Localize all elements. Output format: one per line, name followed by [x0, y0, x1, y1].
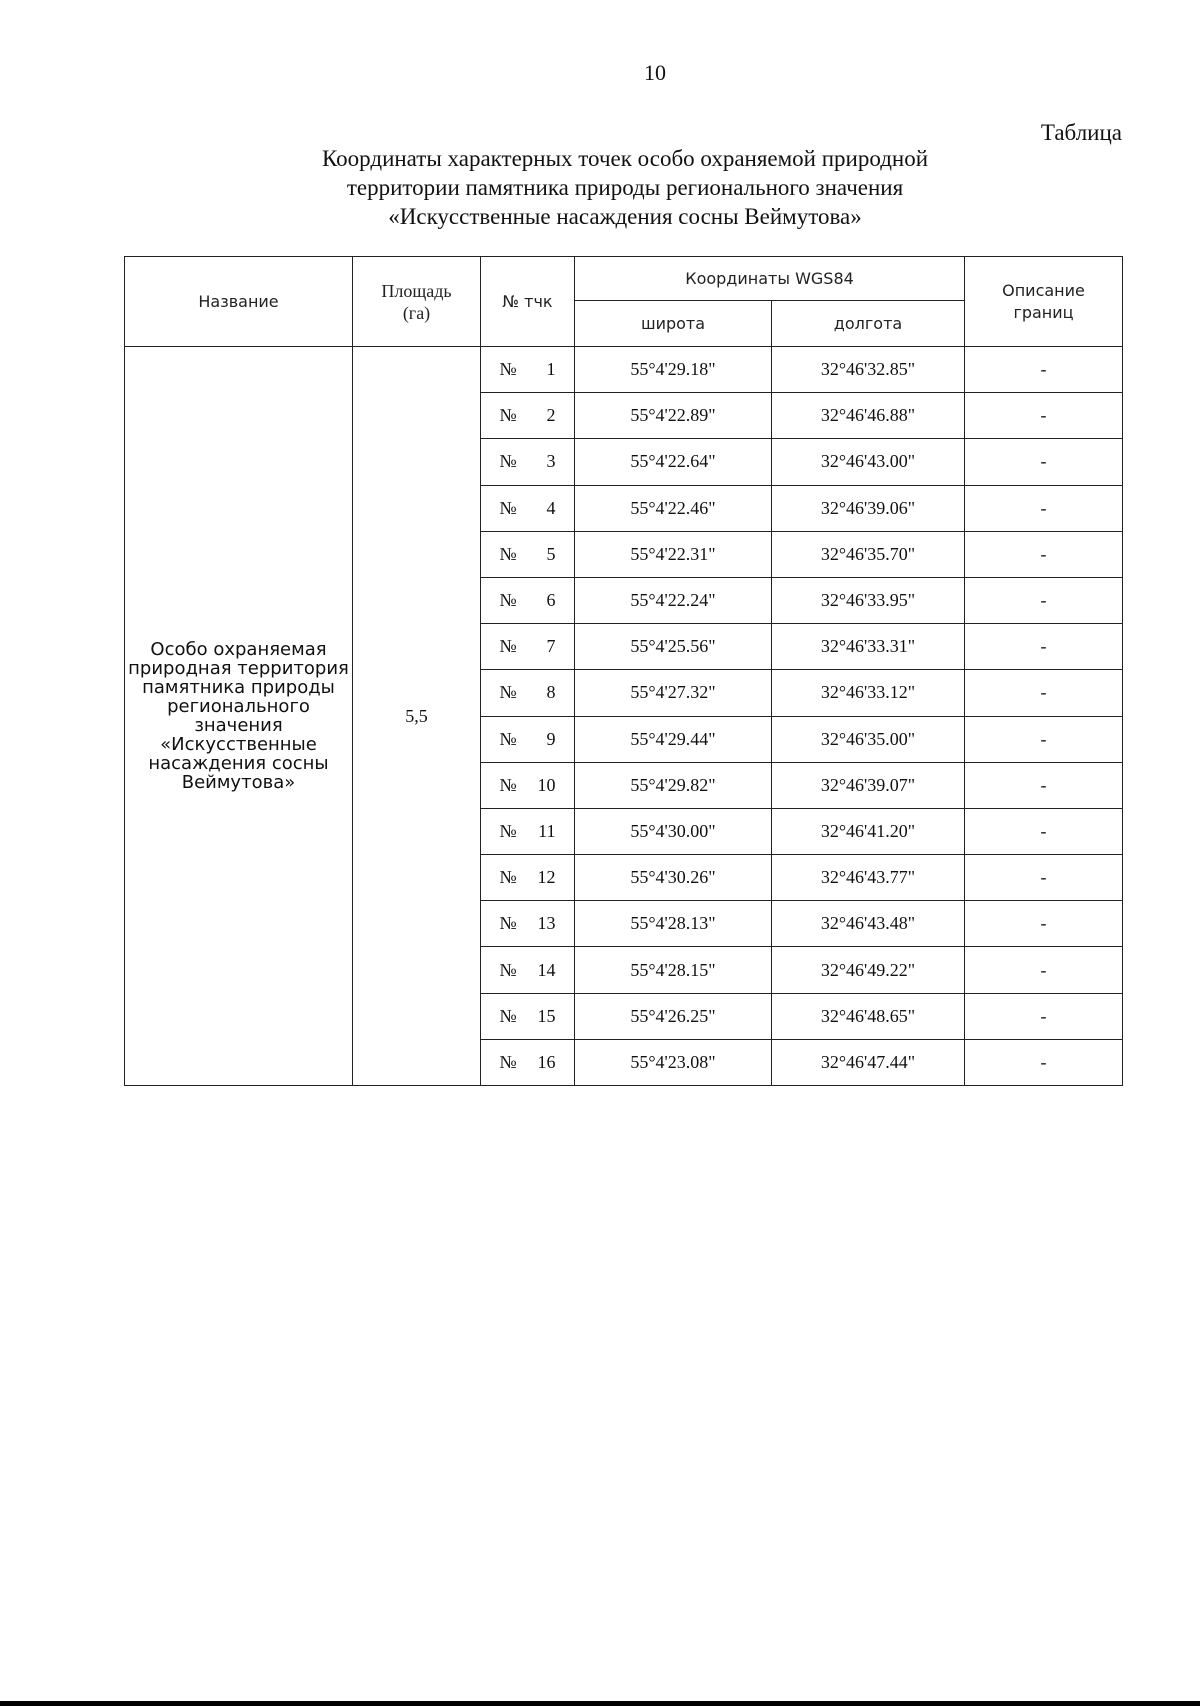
- header-latitude: широта: [575, 301, 772, 347]
- territory-name-line: регионального: [167, 696, 310, 717]
- point-number-cell: [481, 855, 575, 901]
- header-coordinates: Координаты WGS84: [575, 257, 965, 301]
- point-number: 5: [546, 543, 556, 564]
- description-cell: -: [965, 439, 1123, 485]
- longitude-cell: 32°46'32.85": [772, 347, 965, 393]
- latitude-cell: 55°4'22.24": [575, 577, 772, 623]
- territory-name-line: насаждения сосны: [148, 753, 329, 774]
- longitude-cell: 32°46'47.44": [772, 1039, 965, 1085]
- number-sign: №: [499, 959, 517, 980]
- latitude-cell: 55°4'29.44": [575, 716, 772, 762]
- description-cell: -: [965, 716, 1123, 762]
- point-number-cell: [481, 624, 575, 670]
- longitude-cell: 32°46'33.31": [772, 624, 965, 670]
- point-number-cell: [481, 393, 575, 439]
- point-number: 14: [537, 959, 556, 980]
- description-cell: -: [965, 762, 1123, 808]
- point-number: 11: [538, 820, 556, 841]
- latitude-cell: 55°4'26.25": [575, 993, 772, 1039]
- territory-name-line: природная территория: [128, 658, 349, 679]
- longitude-cell: 32°46'43.48": [772, 901, 965, 947]
- title-line: территории памятника природы регионального значения: [346, 175, 904, 200]
- latitude-cell: 55°4'22.31": [575, 531, 772, 577]
- description-cell: -: [965, 531, 1123, 577]
- header-longitude: долгота: [772, 301, 965, 347]
- number-sign: №: [499, 497, 517, 518]
- longitude-cell: 32°46'43.00": [772, 439, 965, 485]
- longitude-cell: 32°46'46.88": [772, 393, 965, 439]
- latitude-cell: 55°4'25.56": [575, 624, 772, 670]
- title-line: «Искусственные насаждения сосны Веймутова»: [388, 204, 862, 229]
- table-body: [125, 347, 1123, 1086]
- longitude-cell: 32°46'43.77": [772, 855, 965, 901]
- number-sign: №: [499, 913, 517, 934]
- latitude-cell: 55°4'23.08": [575, 1039, 772, 1085]
- territory-name-line: памятника природы: [142, 677, 335, 698]
- number-sign: №: [499, 405, 517, 426]
- description-cell: -: [965, 577, 1123, 623]
- longitude-cell: 32°46'49.22": [772, 947, 965, 993]
- point-number-cell: [481, 347, 575, 393]
- header-area: Площадь (га): [353, 257, 481, 347]
- number-sign: №: [499, 728, 517, 749]
- territory-name-cell: [125, 347, 353, 1086]
- point-number: 12: [537, 867, 556, 888]
- header-description: Описание границ: [965, 257, 1123, 347]
- description-cell: -: [965, 1039, 1123, 1085]
- point-number: 4: [546, 497, 556, 518]
- number-sign: №: [499, 1051, 517, 1072]
- table-row: [125, 347, 1123, 393]
- point-number-cell: [481, 670, 575, 716]
- description-cell: -: [965, 485, 1123, 531]
- longitude-cell: 32°46'39.06": [772, 485, 965, 531]
- territory-name-line: «Искусственные: [160, 734, 317, 755]
- latitude-cell: 55°4'22.46": [575, 485, 772, 531]
- point-number-cell: [481, 577, 575, 623]
- point-number-cell: [481, 947, 575, 993]
- point-number-cell: [481, 993, 575, 1039]
- page-number: 10: [644, 60, 666, 85]
- point-number-cell: [481, 716, 575, 762]
- description-cell: -: [965, 393, 1123, 439]
- number-sign: №: [499, 451, 517, 472]
- latitude-cell: 55°4'30.26": [575, 855, 772, 901]
- header-name: Название: [125, 257, 353, 347]
- longitude-cell: 32°46'35.70": [772, 531, 965, 577]
- point-number-cell: [481, 808, 575, 854]
- point-number-cell: [481, 901, 575, 947]
- point-number: 15: [537, 1005, 556, 1026]
- description-cell: -: [965, 855, 1123, 901]
- number-sign: №: [499, 820, 517, 841]
- description-cell: -: [965, 993, 1123, 1039]
- title-line: Координаты характерных точек особо охраняемой природной: [321, 146, 929, 171]
- point-number: 6: [546, 590, 556, 611]
- latitude-cell: 55°4'29.18": [575, 347, 772, 393]
- description-cell: -: [965, 624, 1123, 670]
- point-number: 16: [537, 1051, 556, 1072]
- number-sign: №: [499, 636, 517, 657]
- number-sign: №: [499, 590, 517, 611]
- latitude-cell: 55°4'22.89": [575, 393, 772, 439]
- point-number: 8: [546, 682, 556, 703]
- latitude-cell: 55°4'27.32": [575, 670, 772, 716]
- latitude-cell: 55°4'29.82": [575, 762, 772, 808]
- number-sign: №: [499, 359, 517, 380]
- longitude-cell: 32°46'48.65": [772, 993, 965, 1039]
- point-number: 10: [537, 774, 556, 795]
- document-title: [0, 144, 1200, 231]
- point-number: 2: [546, 405, 556, 426]
- coordinates-table: [124, 256, 1123, 1086]
- description-cell: -: [965, 947, 1123, 993]
- territory-name-line: значения: [194, 715, 283, 736]
- latitude-cell: 55°4'22.64": [575, 439, 772, 485]
- territory-name-line: Особо охраняемая: [150, 639, 327, 660]
- point-number-cell: [481, 485, 575, 531]
- area-cell: 5,5: [353, 347, 481, 1086]
- longitude-cell: 32°46'33.95": [772, 577, 965, 623]
- number-sign: №: [499, 867, 517, 888]
- point-number-cell: [481, 1039, 575, 1085]
- longitude-cell: 32°46'39.07": [772, 762, 965, 808]
- point-number: 1: [546, 359, 556, 380]
- territory-name-line: Веймутова»: [181, 772, 296, 793]
- number-sign: №: [499, 682, 517, 703]
- number-sign: №: [499, 774, 517, 795]
- number-sign: №: [499, 543, 517, 564]
- longitude-cell: 32°46'41.20": [772, 808, 965, 854]
- description-cell: -: [965, 670, 1123, 716]
- description-cell: -: [965, 901, 1123, 947]
- longitude-cell: 32°46'35.00": [772, 716, 965, 762]
- description-cell: -: [965, 808, 1123, 854]
- number-sign: №: [499, 1005, 517, 1026]
- point-number: 13: [537, 913, 556, 934]
- longitude-cell: 32°46'33.12": [772, 670, 965, 716]
- description-cell: -: [965, 347, 1123, 393]
- latitude-cell: 55°4'30.00": [575, 808, 772, 854]
- table-caption: Таблица: [1040, 120, 1122, 145]
- latitude-cell: 55°4'28.13": [575, 901, 772, 947]
- latitude-cell: 55°4'28.15": [575, 947, 772, 993]
- point-number: 7: [546, 636, 556, 657]
- scan-edge: [0, 1701, 1200, 1706]
- header-point: № тчк: [481, 257, 575, 347]
- point-number: 3: [546, 451, 556, 472]
- point-number: 9: [546, 728, 556, 749]
- point-number-cell: [481, 762, 575, 808]
- point-number-cell: [481, 439, 575, 485]
- point-number-cell: [481, 531, 575, 577]
